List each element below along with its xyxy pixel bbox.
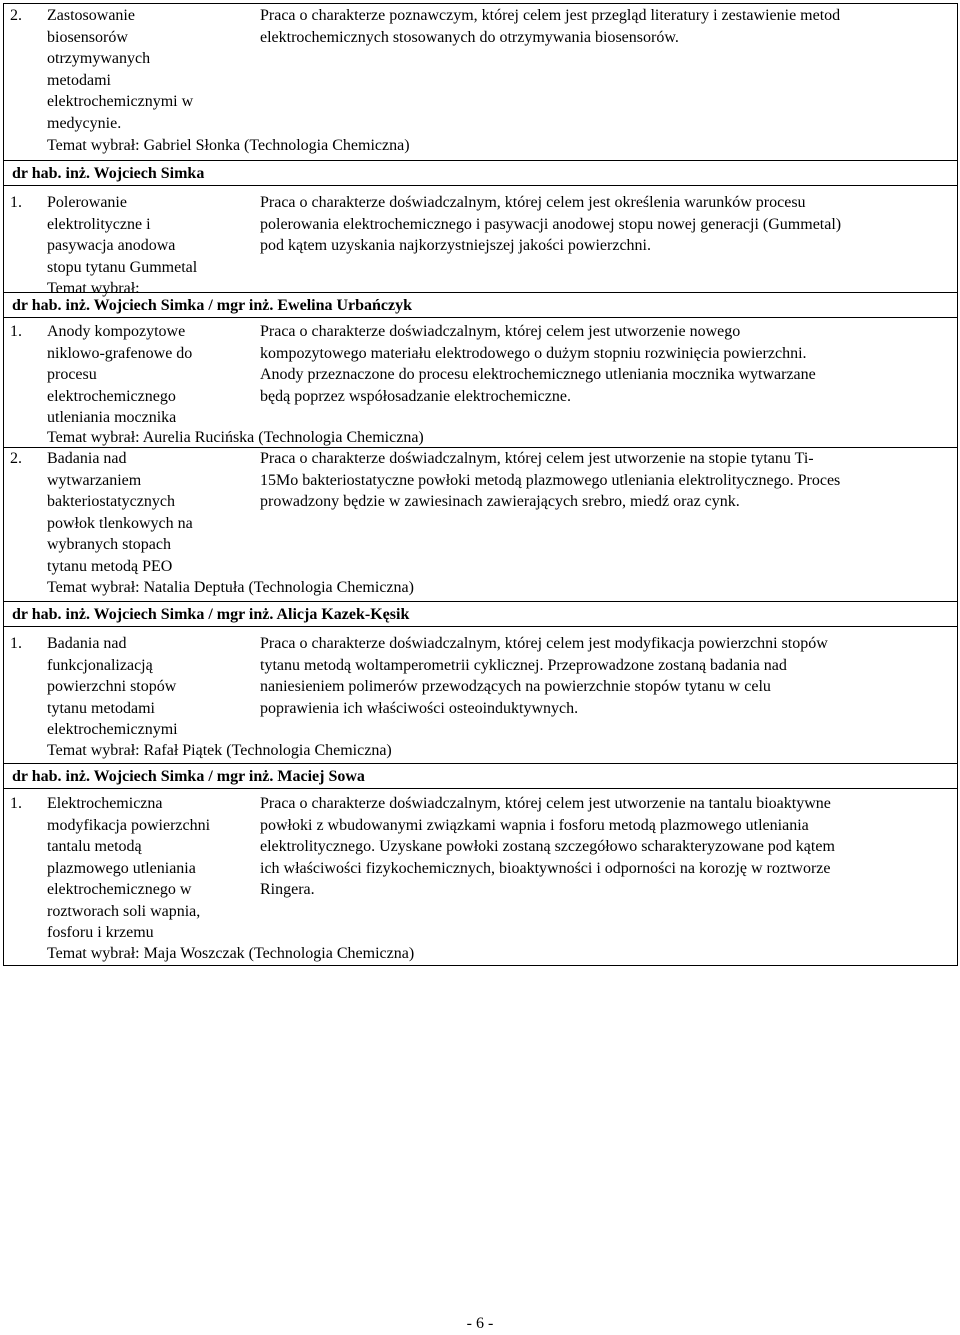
- topic-title-line: elektrochemicznymi w: [47, 93, 194, 110]
- topic-description-line: ich właściwości fizykochemicznych, bioaktywności i odporności na korozję w roztworze: [260, 859, 831, 877]
- topic-title-line: modyfikacja powierzchni: [47, 816, 211, 834]
- topic-description-line: Praca o charakterze doświadczalnym, której celem jest utworzenie nowego: [260, 323, 741, 340]
- topic-description-line: polerowania elektrochemicznego i pasywacji anodowej stopu nowej generacji (Gummetal): [260, 215, 842, 233]
- topic-description-line: będą poprzez współosadzanie elektrochemiczne.: [260, 387, 571, 405]
- supervisor-heading: dr hab. inż. Wojciech Simka / mgr inż. Ewelina Urbańczyk: [4, 293, 957, 318]
- taken-by: Temat wybrał:: [47, 280, 140, 297]
- topic-description: [260, 192, 952, 257]
- topic-title: [47, 5, 247, 134]
- topic-title-line: Zastosowanie: [47, 7, 135, 24]
- topic-description-line: prowadzony będzie w zawiesinach zawierających srebro, miedź oraz cynk.: [260, 493, 740, 510]
- topic-title-line: Polerowanie: [47, 194, 127, 211]
- topic-title-line: Badania nad: [47, 635, 127, 652]
- topic-number: 1.: [10, 323, 22, 340]
- topic-description: [260, 793, 952, 901]
- topic-title-line: roztworach soli wapnia,: [47, 902, 201, 920]
- topic-description-line: Praca o charakterze doświadczalnym, której celem jest utworzenie na stopie tytanu Ti-: [260, 450, 814, 467]
- topic-number: 2.: [10, 7, 22, 24]
- topic-title-line: biosensorów: [47, 28, 128, 46]
- topic-description-line: Praca o charakterze doświadczalnym, której celem jest modyfikacja powierzchni stopów: [260, 635, 828, 652]
- topic-title-line: wytwarzaniem: [47, 471, 142, 489]
- topic-number: 1.: [10, 795, 22, 812]
- topic-title-line: Elektrochemiczna: [47, 795, 163, 812]
- taken-by: Temat wybrał: Aurelia Rucińska (Technologia Chemiczna): [47, 429, 424, 446]
- taken-by: Temat wybrał: Maja Woszczak (Technologia Chemiczna): [47, 945, 415, 962]
- topic-title-line: stopu tytanu Gummetal: [47, 258, 198, 276]
- topic-description-line: powłoki z wbudowanymi związkami wapnia i fosforu metodą plazmowego utleniania: [260, 816, 809, 834]
- topic-number: 1.: [10, 194, 22, 211]
- topic-description-line: elektrochemicznych stosowanych do otrzymywania biosensorów.: [260, 28, 679, 46]
- topic-title-line: tytanu metodami: [47, 699, 155, 717]
- topic-description-line: tytanu metodą woltamperometrii cyklicznej. Przeprowadzone zostaną badania nad: [260, 656, 787, 674]
- taken-by: Temat wybrał: Gabriel Słonka (Technologia Chemiczna): [47, 137, 410, 154]
- topic-description: [260, 448, 952, 513]
- topic-description-line: Ringera.: [260, 881, 315, 898]
- topic-title-line: funkcjonalizacją: [47, 656, 153, 674]
- topic-description: [260, 633, 952, 719]
- topic-description-line: kompozytowego materiału elektrodowego o dużym stopniu rozwinięcia powierzchni.: [260, 344, 807, 362]
- supervisor-heading: dr hab. inż. Wojciech Simka / mgr inż. Maciej Sowa: [4, 764, 957, 789]
- taken-by: Temat wybrał: Natalia Deptuła (Technologia Chemiczna): [47, 579, 414, 596]
- topic-title: [47, 633, 247, 741]
- topic-title-line: tytanu metodą PEO: [47, 557, 173, 575]
- topic-description-line: Praca o charakterze doświadczalnym, której celem jest określenia warunków procesu: [260, 194, 806, 211]
- topic-title-line: procesu: [47, 366, 97, 383]
- topic-title-line: powłok tlenkowych na: [47, 514, 193, 532]
- thesis-topics-table: [3, 3, 958, 966]
- topic-title-line: elektrochemicznymi: [47, 721, 178, 738]
- topic-title-line: elektrochemicznego: [47, 387, 176, 405]
- topic-title: [47, 192, 247, 278]
- topic-description-line: 15Mo bakteriostatyczne powłoki metodą plazmowego utleniania elektrolitycznego. Proces: [260, 471, 841, 489]
- supervisor-heading: dr hab. inż. Wojciech Simka / mgr inż. Alicja Kazek-Kęsik: [4, 602, 957, 627]
- topic-title: [47, 448, 247, 577]
- topic-row: [4, 448, 957, 602]
- topic-title-line: plazmowego utleniania: [47, 859, 196, 877]
- topic-description-line: Anody przeznaczone do procesu elektrochemicznego utleniania mocznika wytwarzane: [260, 366, 816, 383]
- supervisor-heading: dr hab. inż. Wojciech Simka: [4, 161, 957, 186]
- topic-description-line: elektrolitycznego. Uzyskane powłoki zostaną szczegółowo scharakteryzowane pod kątem: [260, 838, 835, 855]
- topic-title: [47, 793, 247, 944]
- topic-description: [260, 5, 952, 48]
- topic-row: [4, 627, 957, 764]
- topic-description-line: Praca o charakterze doświadczalnym, której celem jest utworzenie na tantalu bioaktywne: [260, 795, 831, 812]
- taken-by: Temat wybrał: Rafał Piątek (Technologia Chemiczna): [47, 742, 392, 759]
- page-number: - 6 -: [466, 1315, 494, 1332]
- topic-title-line: pasywacja anodowa: [47, 237, 176, 254]
- topic-title-line: elektrolityczne i: [47, 215, 151, 233]
- topic-description-line: naniesieniem polimerów przewodzących na powierzchnie stopów tytanu w celu: [260, 678, 771, 695]
- topic-row: [4, 318, 957, 448]
- topic-row: [4, 789, 957, 965]
- topic-number: 1.: [10, 635, 22, 652]
- topic-title-line: metodami: [47, 71, 111, 89]
- topic-title-line: elektrochemicznego w: [47, 881, 192, 898]
- topic-description: [260, 321, 952, 407]
- topic-title-line: Badania nad: [47, 450, 127, 467]
- topic-row: [4, 186, 957, 297]
- topic-title-line: otrzymywanych: [47, 50, 151, 67]
- topic-title-line: wybranych stopach: [47, 536, 171, 553]
- topic-description-line: poprawienia ich właściwości osteoinduktywnych.: [260, 699, 579, 717]
- topic-description-line: Praca o charakterze poznawczym, której celem jest przegląd literatury i zestawienie metod: [260, 7, 841, 24]
- topic-title-line: Anody kompozytowe: [47, 323, 186, 340]
- topic-title-line: medycynie.: [47, 114, 122, 132]
- topic-title-line: powierzchni stopów: [47, 678, 177, 695]
- topic-title-line: fosforu i krzemu: [47, 924, 154, 941]
- topic-description-line: pod kątem uzyskania najkorzystniejszej jakości powierzchni.: [260, 237, 651, 254]
- topic-row: [4, 4, 957, 161]
- topic-title-line: bakteriostatycznych: [47, 493, 175, 510]
- topic-title: [47, 321, 247, 429]
- topic-title-line: tantalu metodą: [47, 838, 142, 855]
- topic-title-line: niklowo-grafenowe do: [47, 344, 193, 362]
- topic-title-line: utleniania mocznika: [47, 409, 177, 426]
- topic-number: 2.: [10, 450, 22, 467]
